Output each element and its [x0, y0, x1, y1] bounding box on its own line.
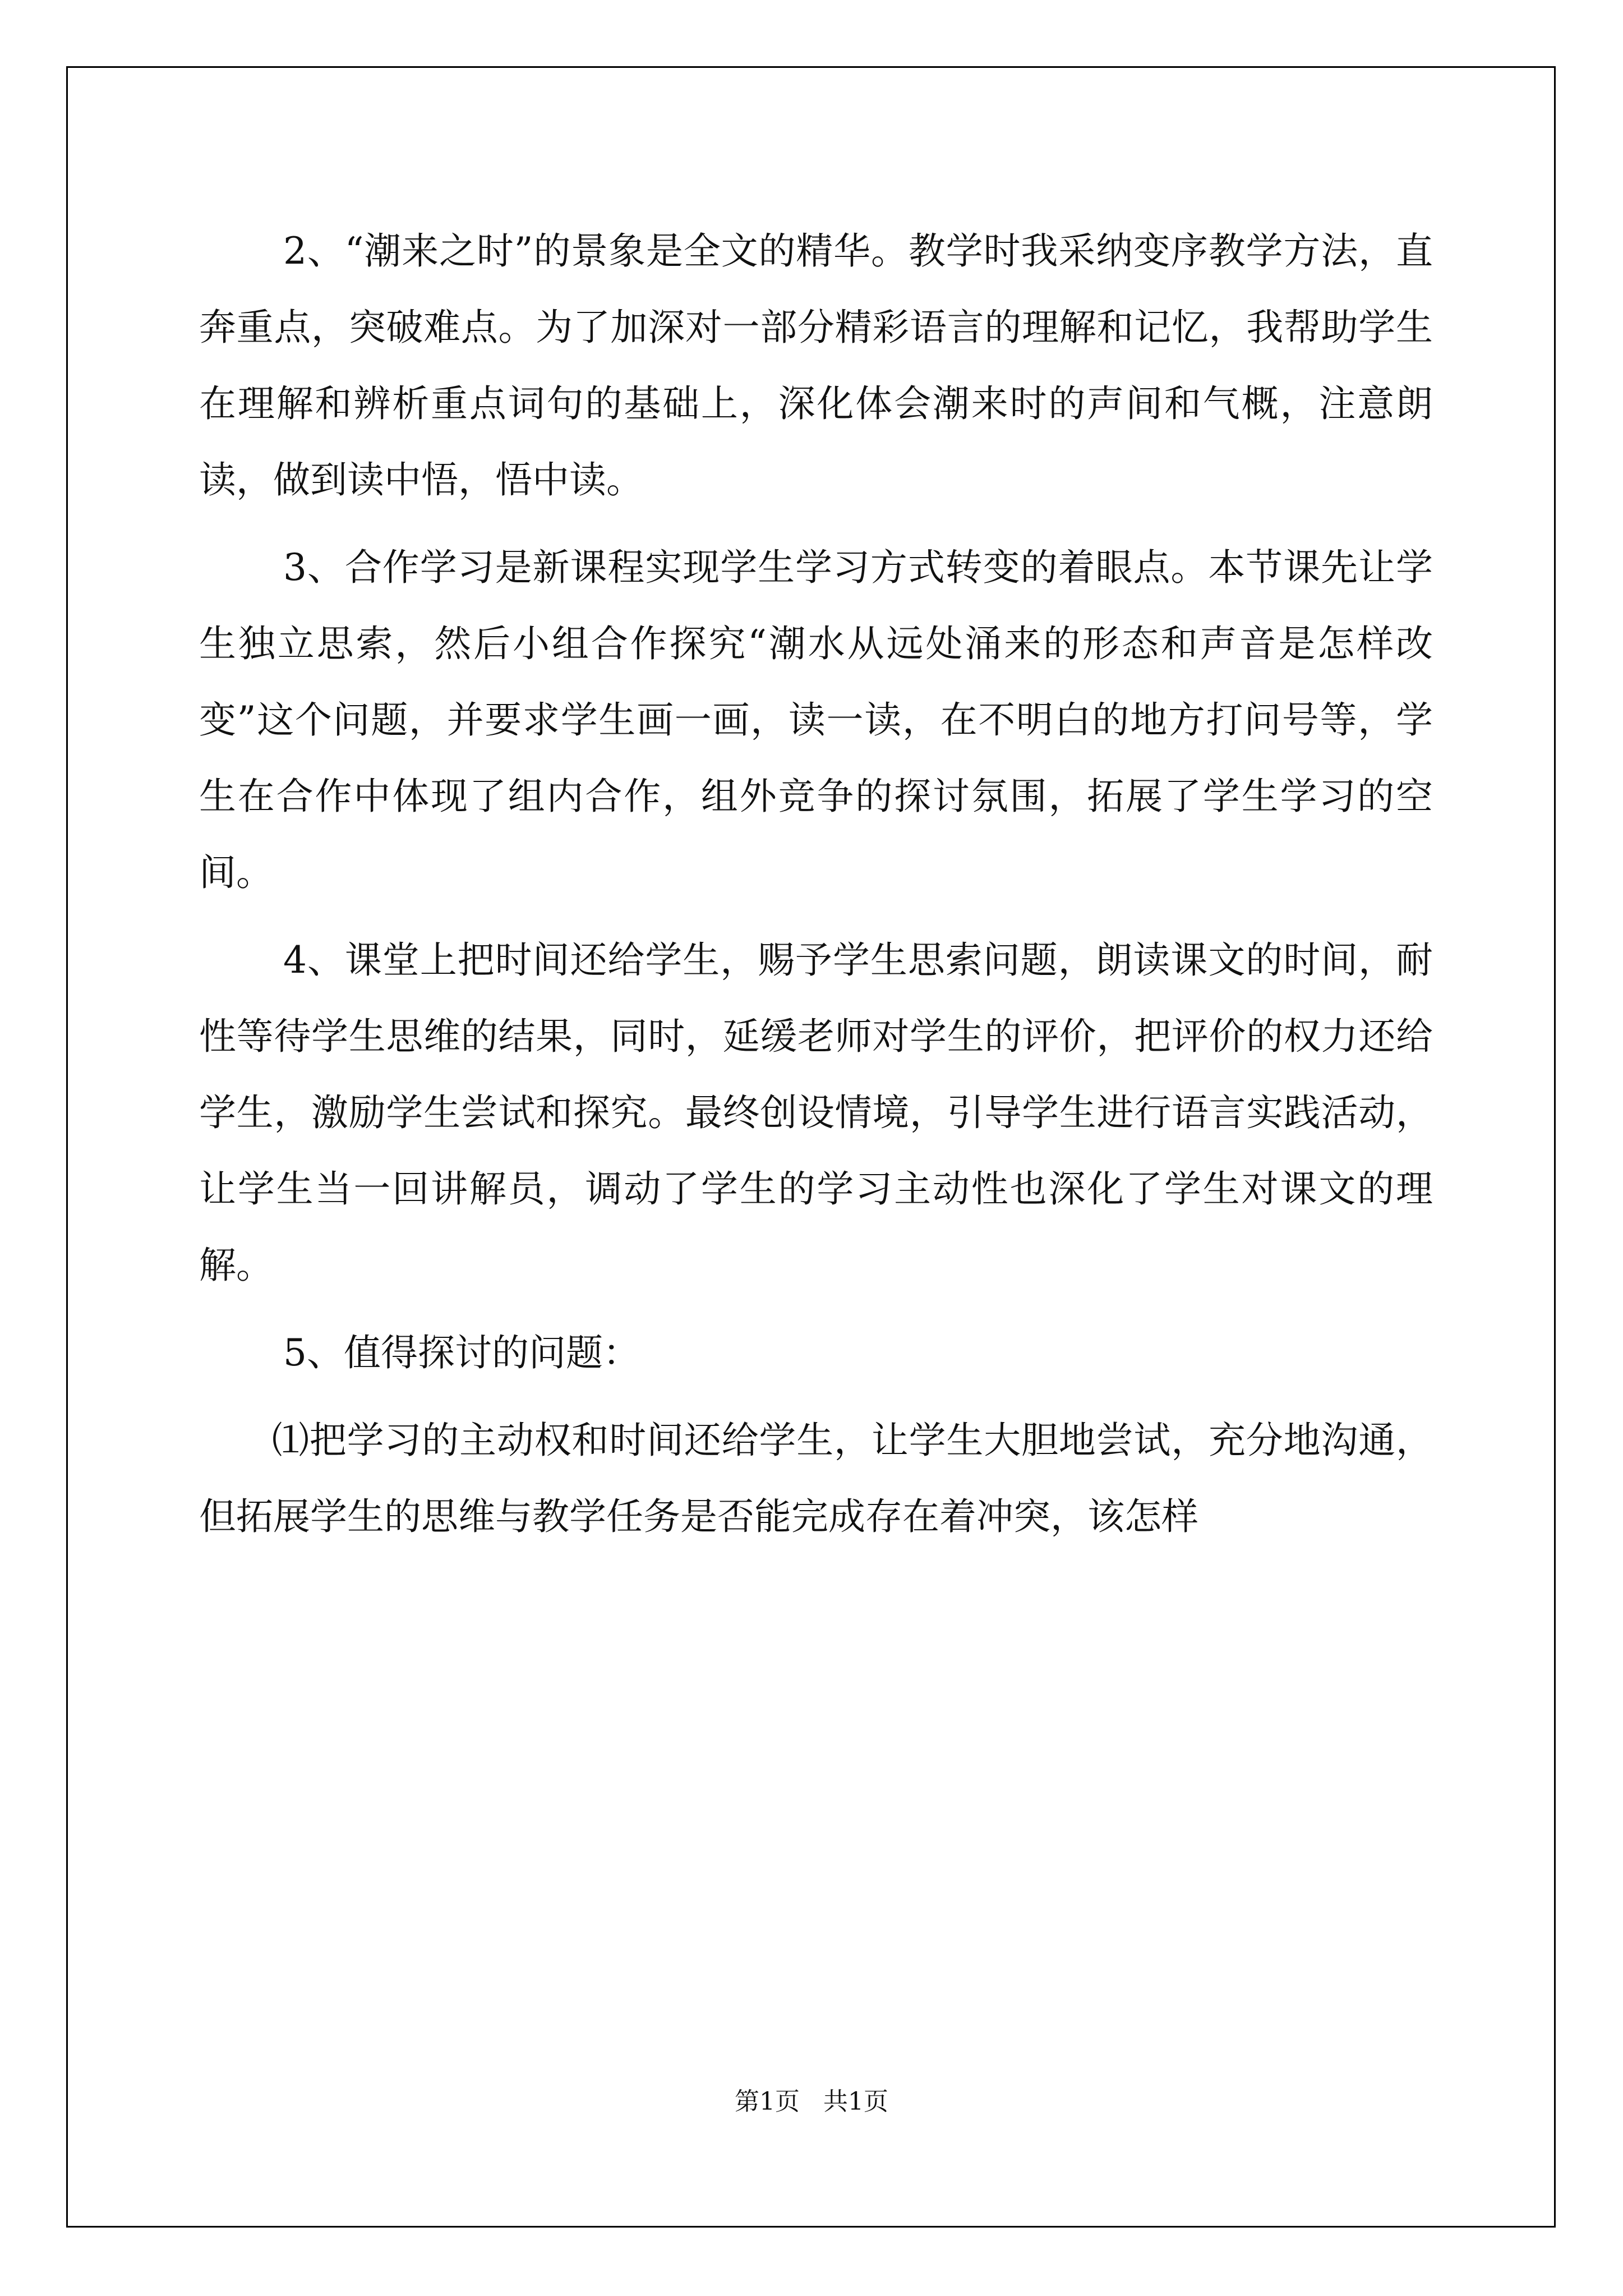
page-footer — [0, 2081, 1623, 2117]
paragraph-2: 2、“潮来之时”的景象是全文的精华。教学时我采纳变序教学方法，直奔重点，突破难点。为了加深对一部分精彩语言的理解和记忆，我帮助学生在理解和辨析重点词句的基础上，深化体会潮来时的声间和气概，注意朗读，做到读中悟，悟中读。 — [199, 229, 1433, 501]
page-number: 第1页 — [735, 2087, 800, 2116]
page-total: 共1页 — [823, 2087, 888, 2116]
sub-item-1: ⑴把学习的主动权和时间还给学生，让学生大胆地尝试，充分地沟通，但拓展学生的思维与教学任务是否能完成存在着冲突，该怎样 — [199, 1419, 1433, 1538]
paragraph-3: 3、合作学习是新课程实现学生学习方式转变的着眼点。本节课先让学生独立思索，然后小组合作探究“潮水从远处涌来的形态和声音是怎样改变”这个问题，并要求学生画一画，读一读，在不明白的地方打问号等，学生在合作中体现了组内合作，组外竞争的探讨氛围，拓展了学生学习的空间。 — [199, 546, 1433, 894]
paragraph-4: 4、课堂上把时间还给学生，赐予学生思索问题，朗读课文的时间，耐性等待学生思维的结果，同时，延缓老师对学生的评价，把评价的权力还给学生，激励学生尝试和探究。最终创设情境，引导学生进行语言实践活动，让学生当一回讲解员，调动了学生的学习主动性也深化了学生对课文的理解。 — [199, 938, 1433, 1287]
document-body — [199, 213, 1433, 1555]
paragraph-5: 5、值得探讨的问题： — [283, 1331, 640, 1374]
